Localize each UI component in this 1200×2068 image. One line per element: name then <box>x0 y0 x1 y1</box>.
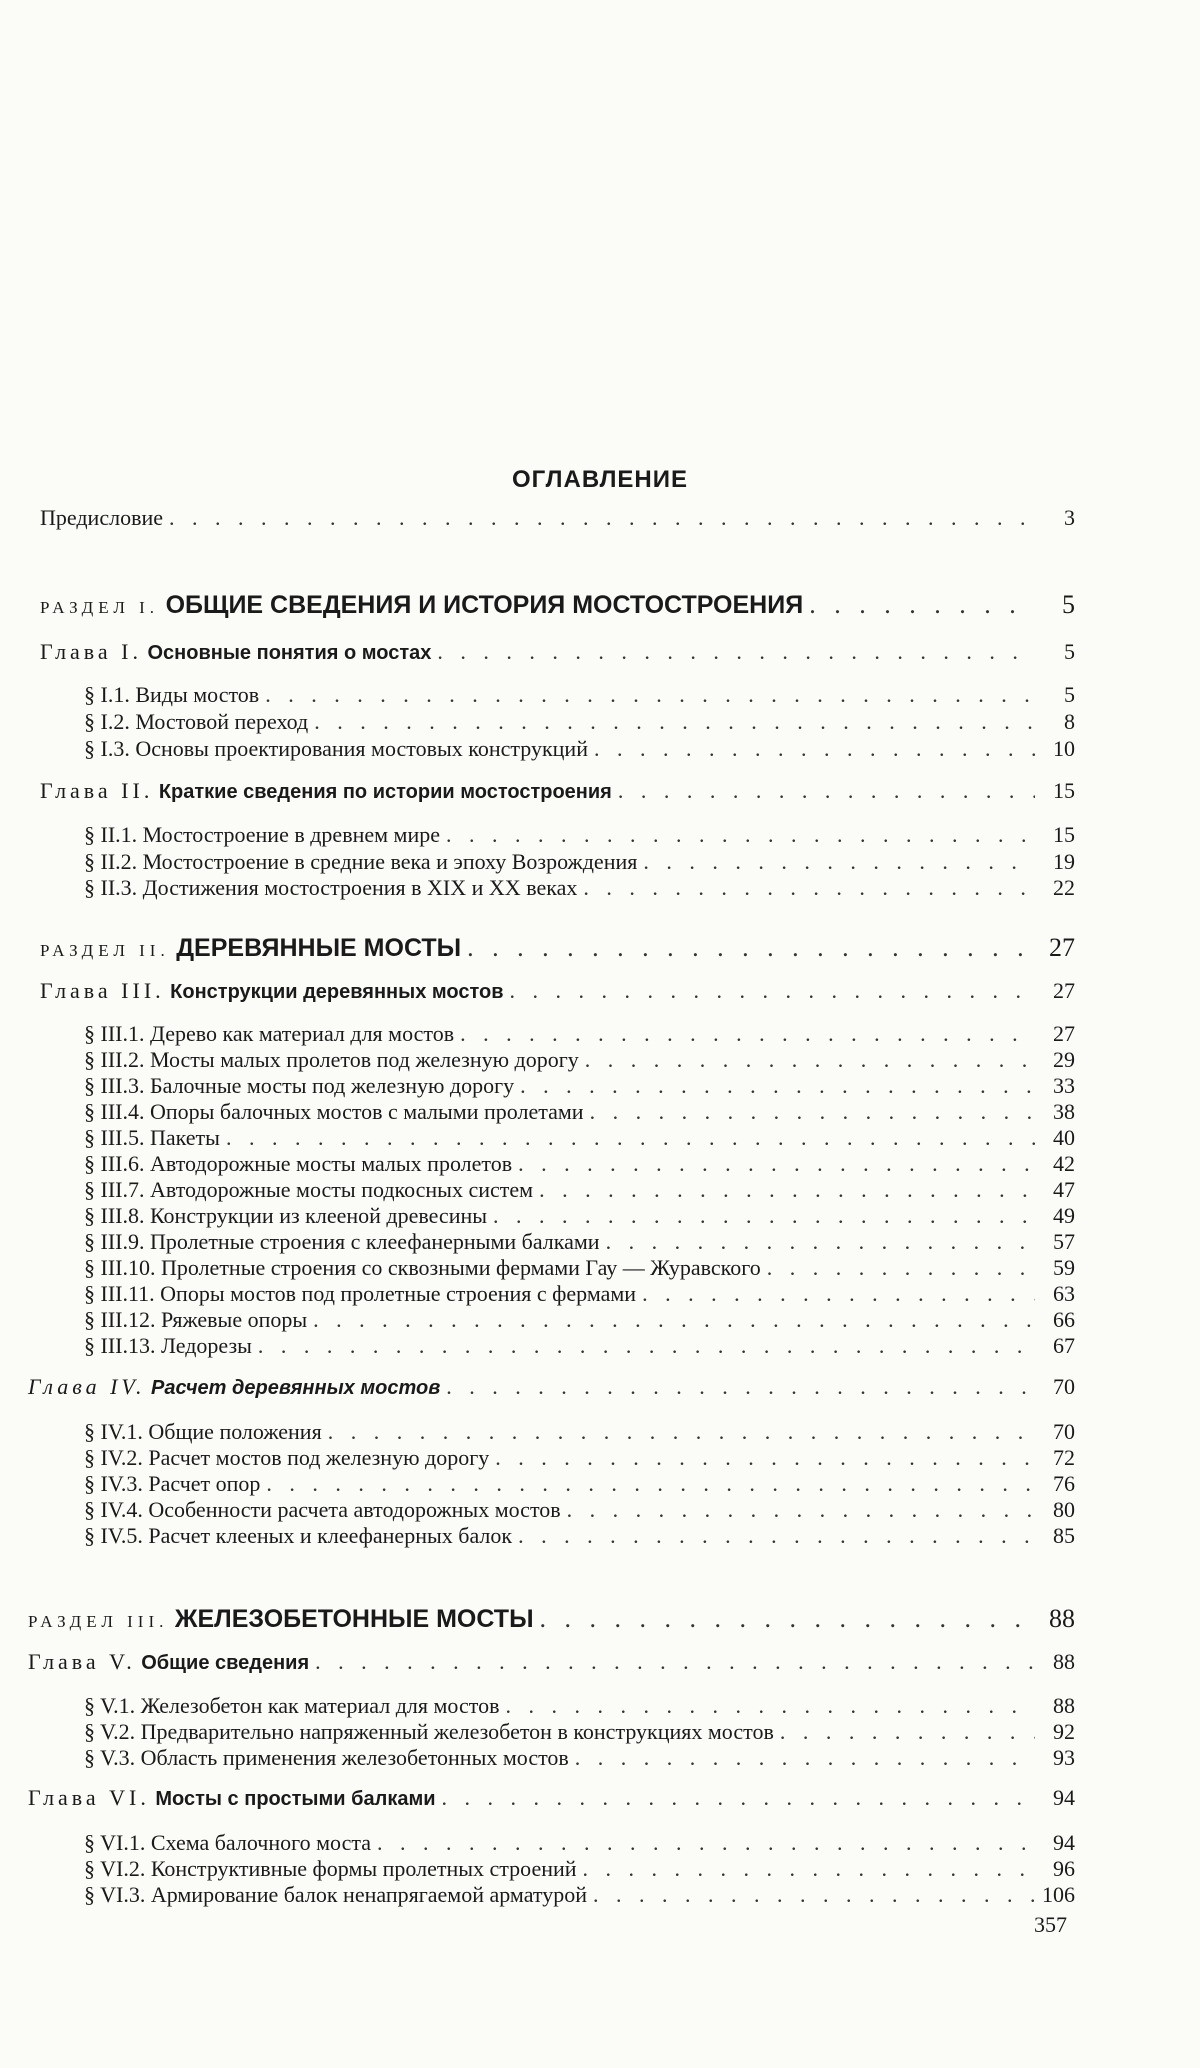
toc-section[interactable] <box>84 1151 1075 1177</box>
toc-chapter[interactable] <box>40 639 1075 666</box>
toc-page: 88 <box>1053 1649 1075 1674</box>
toc-page: 19 <box>1053 849 1075 874</box>
toc-page: 22 <box>1053 875 1075 900</box>
toc-page: 27 <box>1053 978 1075 1003</box>
part-keyword: РАЗДЕЛ I. <box>40 598 160 617</box>
toc-label: § VI.2. Конструктивные формы пролетных строений <box>84 1856 577 1881</box>
toc-page: 8 <box>1064 709 1075 734</box>
toc-part[interactable] <box>40 935 1075 964</box>
toc-section[interactable] <box>84 1021 1075 1047</box>
toc-section[interactable] <box>84 1745 1075 1771</box>
toc-page: 76 <box>1053 1471 1075 1496</box>
toc-label: § III.13. Ледорезы <box>84 1333 252 1358</box>
dot-leader <box>643 849 1035 875</box>
dot-leader <box>518 1523 1035 1549</box>
toc-label: § III.11. Опоры мостов под пролетные строения с фермами <box>84 1281 637 1306</box>
toc-page: 57 <box>1053 1229 1075 1254</box>
toc-page: 49 <box>1053 1203 1075 1228</box>
toc-section[interactable] <box>84 1281 1075 1307</box>
dot-leader <box>314 709 1035 735</box>
toc-page: 88 <box>1053 1693 1075 1718</box>
toc-section[interactable] <box>84 1419 1075 1445</box>
toc-label: § III.9. Пролетные строения с клеефанерными балками <box>84 1229 600 1254</box>
toc-label: § VI.1. Схема балочного моста <box>84 1830 371 1855</box>
toc-section[interactable] <box>84 1693 1075 1719</box>
dot-leader <box>642 1281 1035 1307</box>
toc-section[interactable] <box>84 1229 1075 1255</box>
dot-leader <box>493 1203 1035 1229</box>
toc-page: 29 <box>1053 1047 1075 1072</box>
dot-leader <box>505 1693 1035 1719</box>
toc-page: 27 <box>1049 933 1075 962</box>
toc-page: 93 <box>1053 1745 1075 1770</box>
dot-leader <box>539 1177 1035 1203</box>
toc-section[interactable] <box>84 1445 1075 1471</box>
toc-label: § IV.2. Расчет мостов под железную дорогу <box>84 1445 490 1470</box>
toc-section[interactable] <box>84 822 1075 848</box>
dot-leader <box>442 1785 1035 1811</box>
dot-leader <box>266 1471 1035 1497</box>
toc-section[interactable] <box>84 1307 1075 1333</box>
part-keyword: РАЗДЕЛ II. <box>40 941 170 960</box>
part-title: ЖЕЛЕЗОБЕТОННЫЕ МОСТЫ <box>174 1605 534 1633</box>
chapter-keyword: Глава IV. <box>28 1374 146 1399</box>
toc-section[interactable] <box>84 1203 1075 1229</box>
dot-leader <box>328 1419 1035 1445</box>
dot-leader <box>606 1229 1035 1255</box>
dot-leader <box>446 822 1035 848</box>
toc-page: 5 <box>1064 639 1075 664</box>
toc-section[interactable] <box>84 1523 1075 1549</box>
toc-page: 66 <box>1053 1307 1075 1332</box>
chapter-title: Конструкции деревянных мостов <box>170 981 504 1003</box>
toc-page: 106 <box>1042 1882 1075 1907</box>
toc-label: § IV.4. Особенности расчета автодорожных мостов <box>84 1497 561 1522</box>
toc-label: § V.2. Предварительно напряженный железобетон в конструкциях мостов <box>84 1719 774 1744</box>
toc-section[interactable] <box>84 1830 1075 1856</box>
toc-label: § I.2. Мостовой переход <box>84 709 309 734</box>
part-title: ОБЩИЕ СВЕДЕНИЯ И ИСТОРИЯ МОСТОСТРОЕНИЯ <box>165 591 804 619</box>
toc-part[interactable] <box>40 592 1075 621</box>
toc-section[interactable] <box>84 1125 1075 1151</box>
toc-label: § IV.1. Общие положения <box>84 1419 322 1444</box>
toc-page: 42 <box>1053 1151 1075 1176</box>
toc-chapter[interactable] <box>40 778 1075 805</box>
dot-leader <box>510 978 1035 1004</box>
dot-leader <box>767 1255 1035 1281</box>
toc-page: 63 <box>1053 1281 1075 1306</box>
dot-leader <box>520 1073 1035 1099</box>
dot-leader <box>467 935 1035 961</box>
dot-leader <box>315 1649 1035 1675</box>
dot-leader <box>585 1047 1035 1073</box>
toc-section[interactable] <box>84 1719 1075 1745</box>
toc-section[interactable] <box>84 1047 1075 1073</box>
toc-page: 70 <box>1053 1374 1075 1399</box>
toc-page: 5 <box>1064 682 1075 707</box>
toc-label: § III.10. Пролетные строения со сквозными фермами Гау — Журавского <box>84 1255 761 1280</box>
chapter-title: Основные понятия о мостах <box>147 642 432 664</box>
dot-leader <box>575 1745 1035 1771</box>
toc-label: § II.1. Мостостроение в древнем мире <box>84 822 440 847</box>
toc-section[interactable] <box>84 1255 1075 1281</box>
dot-leader <box>446 1374 1035 1400</box>
toc-label: § V.1. Железобетон как материал для мостов <box>84 1693 500 1718</box>
toc-section[interactable] <box>84 736 1075 762</box>
toc-section[interactable] <box>84 1856 1075 1882</box>
toc-page: 38 <box>1053 1099 1075 1124</box>
toc-label: § III.12. Ряжевые опоры <box>84 1307 308 1332</box>
toc-chapter[interactable] <box>28 1785 1075 1812</box>
toc-label: § I.1. Виды мостов <box>84 682 260 707</box>
toc-page: 72 <box>1053 1445 1075 1470</box>
toc-page: 92 <box>1053 1719 1075 1744</box>
dot-leader <box>593 1882 1035 1908</box>
dot-leader <box>583 875 1035 901</box>
toc-section[interactable] <box>84 1882 1075 1908</box>
chapter-keyword: Глава VI. <box>28 1785 150 1810</box>
dot-leader <box>594 736 1035 762</box>
toc-section[interactable] <box>84 709 1075 735</box>
dot-leader <box>265 682 1035 708</box>
toc-page: 85 <box>1053 1523 1075 1548</box>
toc-label: § V.3. Область применения железобетонных мостов <box>84 1745 569 1770</box>
part-title: ДЕРЕВЯННЫЕ МОСТЫ <box>176 934 462 962</box>
dot-leader <box>258 1333 1035 1359</box>
toc-page: 40 <box>1053 1125 1075 1150</box>
toc-section[interactable] <box>84 1497 1075 1523</box>
toc-preface[interactable] <box>40 505 1075 531</box>
toc-label: § III.4. Опоры балочных мостов с малыми пролетами <box>84 1099 584 1124</box>
toc-chapter[interactable] <box>40 978 1075 1005</box>
chapter-keyword: Глава I. <box>40 639 142 664</box>
dot-leader <box>495 1445 1035 1471</box>
dot-leader <box>460 1021 1035 1047</box>
toc-label: § III.2. Мосты малых пролетов под железную дорогу <box>84 1047 579 1072</box>
dot-leader <box>567 1497 1035 1523</box>
dot-leader <box>583 1856 1035 1882</box>
toc-label: § IV.3. Расчет опор <box>84 1471 261 1496</box>
toc-page: 94 <box>1053 1785 1075 1810</box>
toc-page: 94 <box>1053 1830 1075 1855</box>
toc-section[interactable] <box>84 1099 1075 1125</box>
part-keyword: РАЗДЕЛ III. <box>28 1612 169 1631</box>
chapter-keyword: Глава V. <box>28 1649 136 1674</box>
chapter-title: Мосты с простыми балками <box>155 1788 436 1810</box>
toc-page: 88 <box>1049 1604 1075 1633</box>
dot-leader <box>590 1099 1035 1125</box>
toc-page: 47 <box>1053 1177 1075 1202</box>
toc-label: § III.3. Балочные мосты под железную дорогу <box>84 1073 515 1098</box>
toc-label: § III.5. Пакеты <box>84 1125 220 1150</box>
toc-section[interactable] <box>84 875 1075 901</box>
chapter-title: Расчет деревянных мостов <box>151 1377 441 1399</box>
toc-label: § I.3. Основы проектирования мостовых конструкций <box>84 736 588 761</box>
dot-leader <box>313 1307 1035 1333</box>
chapter-keyword: Глава II. <box>40 778 154 803</box>
toc-page: 96 <box>1053 1856 1075 1881</box>
toc-label: § II.2. Мостостроение в средние века и эпоху Возрождения <box>84 849 638 874</box>
dot-leader <box>377 1830 1035 1856</box>
toc-page: 3 <box>1064 505 1075 530</box>
chapter-keyword: Глава III. <box>40 978 165 1003</box>
toc-page: 10 <box>1053 736 1075 761</box>
toc-chapter[interactable] <box>28 1649 1075 1676</box>
dot-leader <box>226 1125 1035 1151</box>
toc-section[interactable] <box>84 1177 1075 1203</box>
toc-page: 67 <box>1053 1333 1075 1358</box>
toc-page: 59 <box>1053 1255 1075 1280</box>
toc-section[interactable] <box>84 682 1075 708</box>
toc-page: 5 <box>1062 590 1075 619</box>
chapter-title: Общие сведения <box>141 1652 310 1674</box>
toc-section[interactable] <box>84 849 1075 875</box>
toc-section[interactable] <box>84 1471 1075 1497</box>
dot-leader <box>518 1151 1035 1177</box>
toc-label: § III.1. Дерево как материал для мостов <box>84 1021 455 1046</box>
toc-label: § III.6. Автодорожные мосты малых пролетов <box>84 1151 513 1176</box>
dot-leader <box>780 1719 1035 1745</box>
toc-label: § II.3. Достижения мостостроения в XIX и XX веках <box>84 875 578 900</box>
toc-page: 15 <box>1053 822 1075 847</box>
page-heading: ОГЛАВЛЕНИЕ <box>511 466 689 493</box>
page-number: 357 <box>1034 1912 1067 1937</box>
toc-chapter[interactable] <box>28 1374 1075 1401</box>
toc-section[interactable] <box>84 1333 1075 1359</box>
toc-section[interactable] <box>84 1073 1075 1099</box>
toc-label: § IV.5. Расчет клееных и клеефанерных балок <box>84 1523 513 1548</box>
dot-leader <box>540 1606 1035 1632</box>
toc-label: § III.8. Конструкции из клееной древесины <box>84 1203 488 1228</box>
toc-label: § VI.3. Армирование балок ненапрягаемой арматурой <box>84 1882 587 1907</box>
toc-page: 33 <box>1053 1073 1075 1098</box>
toc-part[interactable] <box>28 1606 1075 1635</box>
toc-page: 27 <box>1053 1021 1075 1046</box>
dot-leader <box>618 778 1035 804</box>
toc-page: 70 <box>1053 1419 1075 1444</box>
dot-leader <box>169 505 1035 531</box>
toc-page: 80 <box>1053 1497 1075 1522</box>
dot-leader <box>809 592 1035 618</box>
toc-page: 15 <box>1053 778 1075 803</box>
toc-label: § III.7. Автодорожные мосты подкосных систем <box>84 1177 534 1202</box>
toc-label: Предисловие <box>40 505 163 530</box>
dot-leader <box>437 639 1035 665</box>
chapter-title: Краткие сведения по истории мостостроения <box>158 781 612 803</box>
